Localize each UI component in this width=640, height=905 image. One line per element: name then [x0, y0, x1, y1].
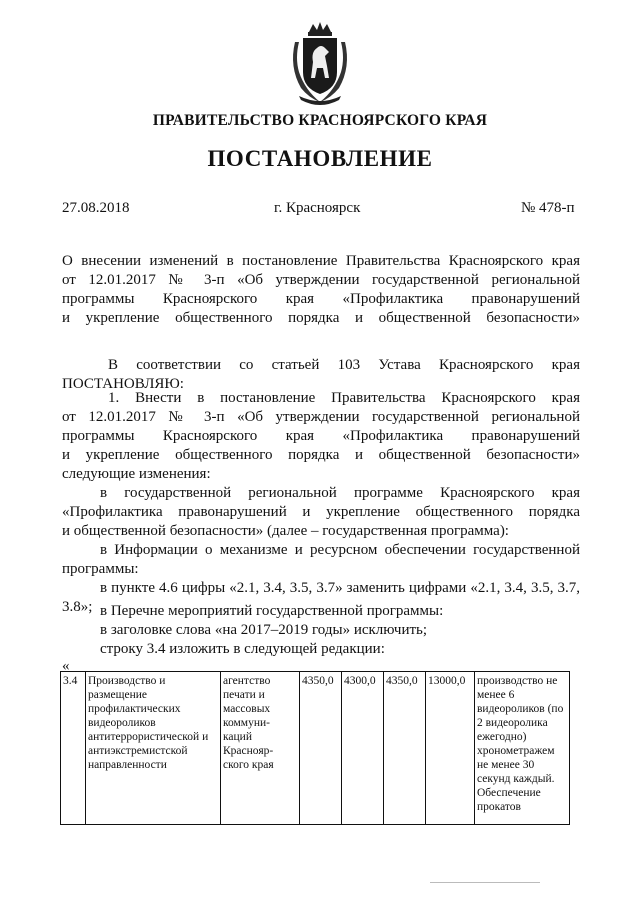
cell-expected-result: производство не менее 6 видеороликов (по 2 видеоролика ежегодно) хронометражем не менее 30 секунд каждый. Обеспечение прокатов — [475, 672, 570, 825]
body-line: в Информации о механизме и ресурсном обеспечении государственной — [100, 542, 580, 558]
paragraph-program — [62, 484, 580, 541]
table-row — [61, 672, 570, 825]
paragraph-heading-change: в заголовке слова «на 2017–2019 годы» исключить; — [100, 622, 428, 638]
cell-value-total: 13000,0 — [426, 672, 475, 825]
title-line: и укрепление общественного порядка и общественной безопасности» — [62, 310, 580, 326]
document-type: ПОСТАНОВЛЕНИЕ — [207, 146, 433, 171]
scan-mark — [430, 882, 540, 883]
document-title — [62, 252, 580, 328]
title-line: программы Красноярского края «Профилактика правонарушений — [62, 291, 580, 307]
document-city: г. Красноярск — [274, 200, 361, 216]
body-line: в пункте 4.6 цифры «2.1, 3.4, 3.5, 3.7» заменить цифрами «2.1, 3.4, 3.5, 3.7, — [100, 580, 580, 596]
body-line: «Профилактика правонарушений и укрепление общественного порядка — [62, 504, 580, 520]
body-line: 3.8»; — [62, 599, 93, 615]
title-line: от 12.01.2017 № 3-п «Об утверждении государственной региональной — [62, 272, 580, 288]
cell-value-2019: 4350,0 — [384, 672, 426, 825]
body-line: в государственной региональной программе Красноярского края — [100, 485, 580, 501]
paragraph-row-change: строку 3.4 изложить в следующей редакции: — [100, 641, 385, 657]
body-line: 1. Внести в постановление Правительства Красноярского края — [108, 390, 580, 406]
cell-measure-name: Производство и размещение профилактических видеороликов антитеррористической и антиэкстремистской направленности — [86, 672, 221, 825]
paragraph-information — [62, 541, 580, 579]
paragraph-list: в Перечне мероприятий государственной программы: — [100, 603, 444, 619]
cell-value-2017: 4350,0 — [300, 672, 342, 825]
cell-number: 3.4 — [61, 672, 86, 825]
document-date: 27.08.2018 — [62, 200, 130, 216]
body-line: ПОСТАНОВЛЯЮ: — [62, 376, 184, 392]
body-line: от 12.01.2017 № 3-п «Об утверждении государственной региональной — [62, 409, 580, 425]
cell-value-2018: 4300,0 — [342, 672, 384, 825]
measures-table — [60, 671, 570, 825]
body-line: и укрепление общественного порядка и общественной безопасности» — [62, 447, 580, 463]
body-line: следующие изменения: — [62, 466, 211, 482]
body-line: программы Красноярского края «Профилактика правонарушений — [62, 428, 580, 444]
body-line: В соответствии со статьей 103 Устава Красноярского края — [108, 357, 580, 373]
government-name: ПРАВИТЕЛЬСТВО КРАСНОЯРСКОГО КРАЯ — [152, 112, 488, 129]
cell-executor: агентство печати и массовых коммуни-каций Краснояр-ского края — [221, 672, 300, 825]
body-line: и общественной безопасности» (далее – государственная программа): — [62, 523, 509, 539]
title-line: О внесении изменений в постановление Правительства Красноярского края — [62, 253, 580, 269]
paragraph-item-1 — [62, 389, 580, 484]
document-number: № 478-п — [521, 200, 575, 216]
coat-of-arms-emblem — [287, 22, 353, 106]
body-line: программы: — [62, 561, 139, 577]
opening-quote: « — [62, 658, 70, 674]
